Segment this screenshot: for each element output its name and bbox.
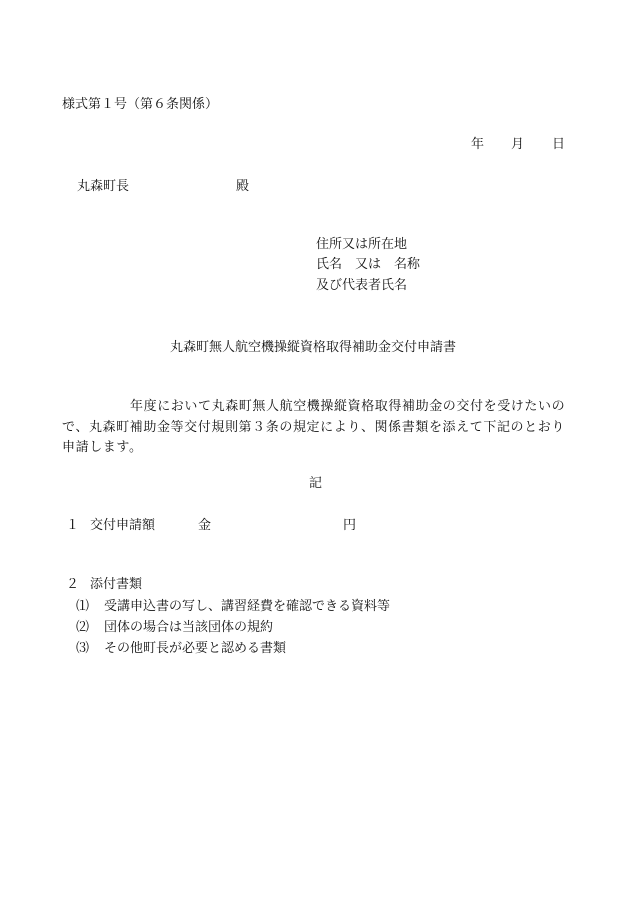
document-title: 丸森町無人航空機操縦資格取得補助金交付申請書 xyxy=(170,340,457,355)
addressee-name: 丸森町長 xyxy=(77,179,130,194)
attachment-number: ⑴ xyxy=(76,599,90,614)
attachment-label: 団体の場合は当該団体の規約 xyxy=(104,620,274,635)
item1-label: 交付申請額 xyxy=(90,518,156,533)
applicant-name-label: 氏名 又は 名称 xyxy=(316,257,421,272)
applicant-address-label: 住所又は所在地 xyxy=(316,237,408,252)
item1-amount-unit: 円 xyxy=(343,518,357,533)
date-year-label: 年 xyxy=(471,137,485,152)
addressee-honorific: 殿 xyxy=(236,179,250,194)
item1-amount-prefix: 金 xyxy=(198,518,212,533)
date-day-label: 日 xyxy=(552,137,566,152)
application-body-text: 年度において丸森町無人航空機操縦資格取得補助金の交付を受けたいので、丸森町補助金等交付規則第３条の規定により、関係書類を添えて下記のとおり申請します。 xyxy=(62,399,566,455)
item1-number: １ xyxy=(66,518,80,533)
attachment-number: ⑶ xyxy=(76,641,90,656)
item2-number: ２ xyxy=(66,577,80,592)
attachment-label: 受講申込書の写し、講習経費を確認できる資料等 xyxy=(104,599,391,614)
applicant-representative-label: 及び代表者氏名 xyxy=(316,278,408,293)
date-month-label: 月 xyxy=(511,137,525,152)
form-number: 様式第１号（第６条関係） xyxy=(62,97,219,112)
attachment-number: ⑵ xyxy=(76,620,90,635)
ki-heading: 記 xyxy=(309,476,323,491)
item2-label: 添付書類 xyxy=(90,577,143,592)
attachment-label: その他町長が必要と認める書類 xyxy=(104,641,287,656)
